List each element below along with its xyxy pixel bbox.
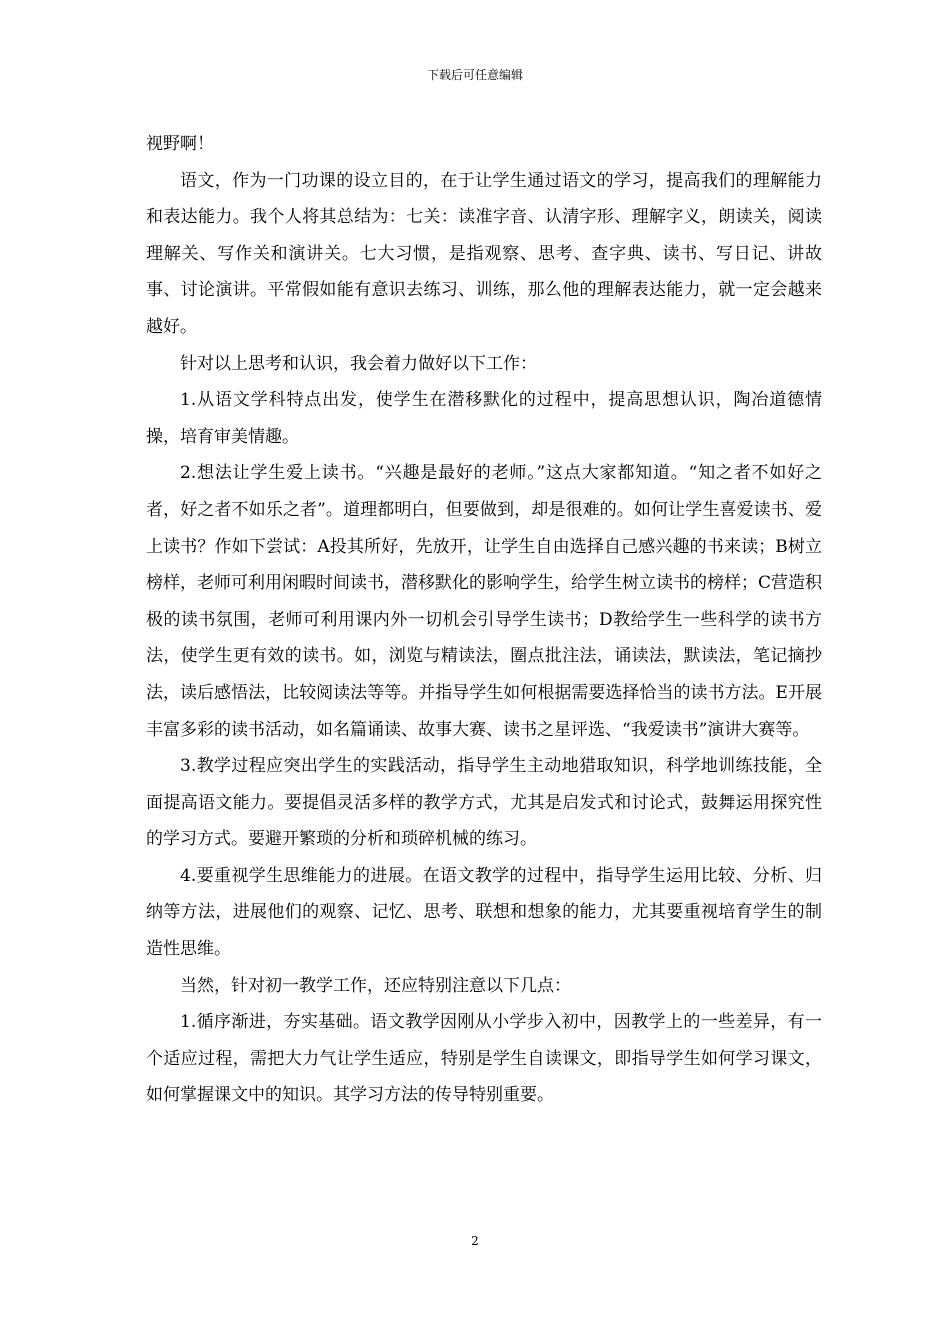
paragraph: 语文，作为一门功课的设立目的，在于让学生通过语文的学习，提高我们的理解能力和表达能力。我个人将其总结为：七关：读准字音、认清字形、理解字义，朗读关，阅读理解关、写作关和演讲关。七大习惯，是指观察、思考、查字典、读书、写日记、讲故事、讨论演讲。平常假如能有意识去练习、训练，那么他的理解表达能力，就一定会越来越好。 [146,170,822,337]
document-body [146,126,822,1114]
paragraph: 1.从语文学科特点出发，使学生在潜移默化的过程中，提高思想认识，陶冶道德情操，培育审美情趣。 [146,390,822,447]
page-header: 下载后可任意编辑 [426,68,523,82]
paragraph: 4.要重视学生思维能力的进展。在语文教学的过程中，指导学生运用比较、分析、归纳等方法，进展他们的观察、记忆、思考、联想和想象的能力，尤其要重视培育学生的制造性思维。 [146,865,822,960]
paragraph: 当然，针对初一教学工作，还应特别注意以下几点： [180,975,571,996]
paragraph: 1.循序渐进，夯实基础。语文教学因刚从小学步入初中，因教学上的一些差异，有一个适应过程，需把大力气让学生适应，特别是学生自读课文，即指导学生如何学习课文，如何掌握课文中的知识。其学习方法的传导特别重要。 [146,1012,822,1106]
paragraph: 2.想法让学生爱上读书。“兴趣是最好的老师。”这点大家都知道。“知之者不如好之者，好之者不如乐之者”。道理都明白，但要做到，却是很难的。如何让学生喜爱读书、爱上读书？作如下尝试：A投其所好，先放开，让学生自由选择自己感兴趣的书来读；B树立榜样，老师可利用闲暇时间读书，潜移默化的影响学生，给学生树立读书的榜样；C营造积极的读书氛围，老师可利用课内外一切机会引导学生读书；D教给学生一些科学的读书方法，使学生更有效的读书。如，浏览与精读法，圈点批注法，诵读法，默读法，笔记摘抄法，读后感悟法，比较阅读法等等。并指导学生如何根据需要选择恰当的读书方法。E开展丰富多彩的读书活动，如名篇诵读、故事大赛、读书之星评选、“我爱读书”演讲大赛等。 [146,463,823,740]
page-number: 2 [471,1234,479,1248]
paragraph: 视野啊！ [146,134,214,154]
paragraph: 针对以上思考和认识，我会着力做好以下工作： [180,353,537,374]
paragraph: 3.教学过程应突出学生的实践活动，指导学生主动地猎取知识，科学地训练技能，全面提高语文能力。要提倡灵活多样的教学方式，尤其是启发式和讨论式，鼓舞运用探究性的学习方式。要避开繁琐的分析和琐碎机械的练习。 [146,756,822,850]
